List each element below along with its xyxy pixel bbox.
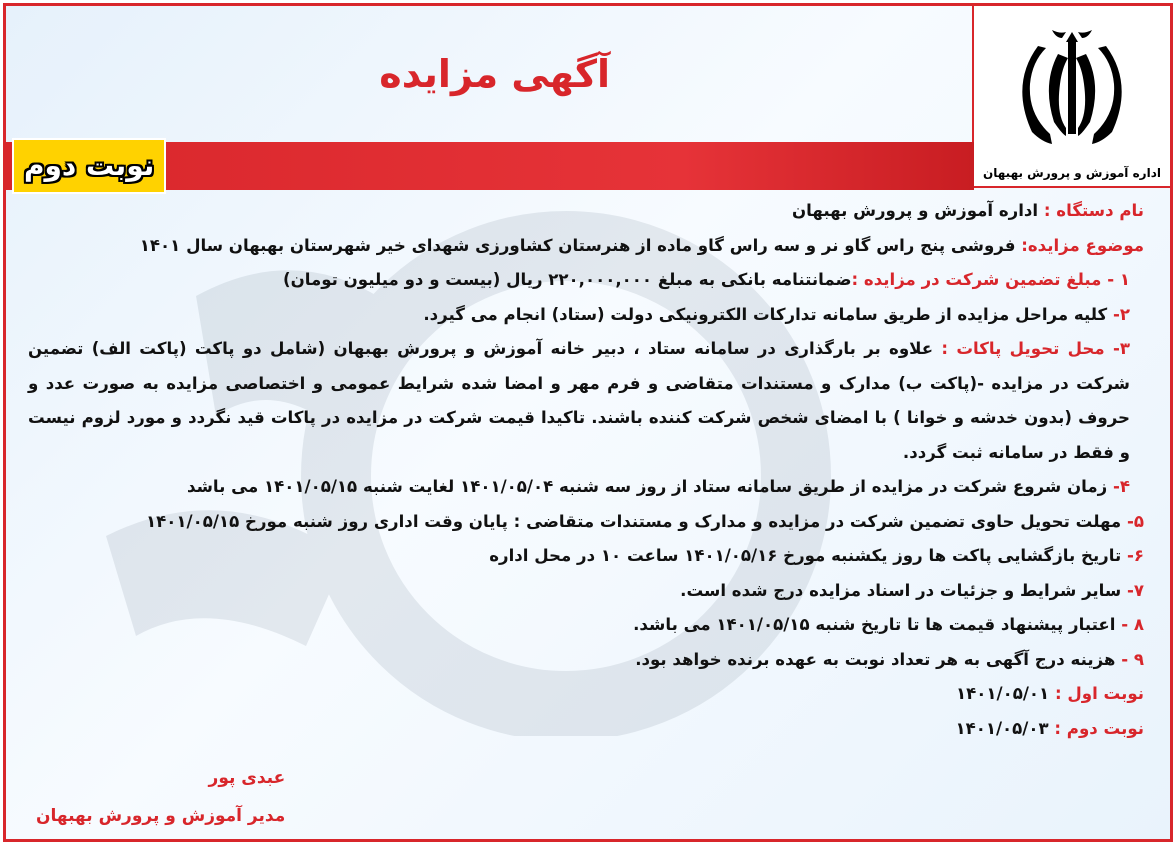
turn-2-line [28, 712, 1144, 747]
item-8-label: ۸ - [1121, 615, 1144, 634]
item-9 [28, 643, 1144, 678]
item-3-label: ۳- محل تحویل پاکات : [941, 339, 1130, 358]
logo-caption: اداره آموزش و پرورش بهبهان [983, 166, 1161, 180]
item-9-label: ۹ - [1121, 649, 1144, 669]
signature-name: عبدی پور [208, 768, 286, 788]
item-8 [28, 608, 1144, 643]
item-6-value: تاریخ بازگشایی پاکت ها روز یکشنبه مورخ ۱۴۰۱/۰۵/۱۶ ساعت ۱۰ در محل اداره [489, 546, 1127, 565]
item-2 [28, 298, 1144, 333]
subject-value: فروشی پنج راس گاو نر و سه راس گاو ماده از هنرستان کشاورزی شهدای خیر شهرستان بهبهان سال ۱۴۰۱ [139, 235, 1022, 255]
item-3-value: علاوه بر بارگذاری در سامانه ستاد ، دبیر خانه آموزش و پرورش بهبهان (شامل دو پاکت (پاکت الف) تضمین شرکت در مزایده -(پاکت ب) مدارک و مستندات متقاضی و فرم مهر و امضا شده شرایط عمومی و اختصاصی مزایده به صورت عدد و حروف (بدون خدشه و خوانا ) با امضای شخص شرکت کننده باشند. تاکیدا قیمت شرکت در مزایده در پاکات قید نگردد و مورد لزوم نیست و فقط در سامانه ثبت گردد. [28, 339, 1130, 462]
item-4 [28, 470, 1144, 505]
item-7-label: ۷- [1126, 580, 1144, 600]
item-7 [28, 574, 1144, 609]
header [6, 6, 1170, 190]
item-1-label: ۱ - مبلغ تضمین شرکت در مزایده : [851, 270, 1130, 289]
turn-2-label: نوبت دوم : [1054, 718, 1144, 738]
subject-line [28, 229, 1144, 264]
turn-1-value: ۱۴۰۱/۰۵/۰۱ [956, 684, 1055, 703]
item-6 [28, 539, 1144, 574]
item-5-value: مهلت تحویل حاوی تضمین شرکت در مزایده و مدارک و مستندات متقاضی : پایان وقت اداری روز شنبه مورخ ۱۴۰۱/۰۵/۱۵ [146, 511, 1127, 531]
item-4-label: ۴- [1112, 477, 1130, 496]
org-value: اداره آموزش و پرورش بهبهان [792, 201, 1044, 220]
item-1-value: ضمانتنامه بانکی به مبلغ ۲۲۰,۰۰۰,۰۰۰ ریال (بیست و دو میلیون تومان) [282, 270, 852, 289]
signature-title: مدیر آموزش و پرورش بهبهان [36, 806, 286, 826]
iran-emblem-icon [1002, 24, 1142, 154]
signature-block [36, 759, 285, 835]
notice-page [3, 3, 1173, 842]
subject-label: موضوع مزایده: [1021, 235, 1144, 255]
item-5 [28, 505, 1144, 540]
org-label: نام دستگاه : [1043, 201, 1144, 220]
notice-body [28, 194, 1144, 746]
item-7-value: سایر شرایط و جزئیات در اسناد مزایده درج شده است. [680, 580, 1127, 600]
item-8-value: اعتبار پیشنهاد قیمت ها تا تاریخ شنبه ۱۴۰۱/۰۵/۱۵ می باشد. [633, 615, 1122, 634]
org-line [28, 194, 1144, 229]
item-2-label: ۲- [1112, 304, 1130, 324]
item-1 [28, 263, 1144, 298]
page-title: آگهی مزایده [379, 52, 610, 96]
item-3 [28, 332, 1144, 470]
item-6-label: ۶- [1126, 546, 1144, 565]
item-2-value: کلیه مراحل مزایده از طریق سامانه تدارکات الکترونیکی دولت (ستاد) انجام می گیرد. [423, 304, 1113, 324]
turn-1-label: نوبت اول : [1054, 684, 1144, 703]
logo-box [972, 6, 1170, 188]
item-4-value: زمان شروع شرکت در مزایده از طریق سامانه ستاد از روز سه شنبه ۱۴۰۱/۰۵/۰۴ لغایت شنبه ۱۴۰۱/۰۵/۱۵ می باشد [187, 477, 1113, 496]
turn-2-value: ۱۴۰۱/۰۵/۰۳ [955, 718, 1055, 738]
item-5-label: ۵- [1126, 511, 1144, 531]
item-9-value: هزینه درج آگهی به هر تعداد نوبت به عهده برنده خواهد بود. [635, 649, 1122, 669]
turn-badge: نوبت دوم [12, 138, 166, 194]
turn-1-line [28, 677, 1144, 712]
